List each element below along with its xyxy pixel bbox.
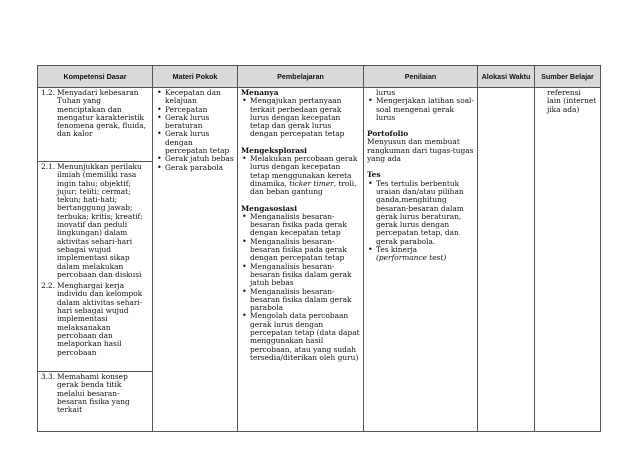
- penilaian-cell: [364, 88, 478, 432]
- section-heading: Menanya: [241, 88, 279, 97]
- list-item: • Mengerjakan latihan soal-soal mengenai gerak lurus: [367, 97, 474, 122]
- kompetensi-text: Menunjukkan perilaku ilmiah (memiliki rasa ingin tahu; objektif; jujur; teliti; cermat; tekun; hati-hati; bertanggung jawab; terbuka; kritis; kreatif; inovatif dan peduli lingkungan) dalam aktivitas sehari-hari sebagai wujud implementasi sikap dalam melakukan percobaan dan diskusi: [57, 162, 143, 279]
- materi-cell: [153, 88, 238, 432]
- list-item: • Percepatan: [156, 106, 234, 114]
- list-item: • Gerak lurus dengan percepatan tetap: [156, 130, 234, 155]
- kompetensi-block: 3.3. Memahami konsep gerak benda titik melalui besaran-besaran fisika yang terkait: [38, 371, 152, 416]
- header-row: [38, 66, 601, 88]
- kompetensi-block: 2.1. Menunjukkan perilaku ilmiah (memiliki rasa ingin tahu; objektif; jujur; teliti; cermat; tekun; hati-hati; bertanggung jawab; terbuka; kritis; kreatif; inovatif dan peduli lingkungan) dalam aktivitas sehari-hari sebagai wujud implementasi sikap dalam melakukan percobaan dan diskusi 2.2. Menghargai kerja individu dan kelompok dalam aktivitas sehari-hari sebagai wujud implementasi melaksanakan percobaan dan melaporkan hasil percobaan: [38, 161, 152, 371]
- kompetensi-text: Memahami konsep gerak benda titik melalui besaran-besaran fisika yang terkait: [57, 372, 130, 415]
- list-item: • Mengajukan pertanyaan terkait perbedaan gerak lurus dengan kecepatan tetap dan gerak lurus dengan percepatan tetap: [241, 97, 360, 138]
- list-item: • Menganalisis besaran-besaran fisika dalam gerak parabola: [241, 288, 360, 313]
- kompetensi-text: Menghargai kerja individu dan kelompok dalam aktivitas sehari-hari sebagai wujud implementasi melaksanakan percobaan dan melaporkan hasil percobaan: [57, 281, 143, 357]
- list-item: • Tes tertulis berbentuk uraian dan/atau pilihan ganda,menghitung besaran-besaran dalam gerak lurus beraturan, gerak lurus dengan percepatan tetap, dan gerak parabola.: [367, 180, 474, 246]
- kompetensi-text: Menyadari kebesaran Tuhan yang menciptakan dan mengatur karakteristik fenomena gerak, fluida, dan kalor: [57, 88, 146, 139]
- list-item: • Gerak lurus beraturan: [156, 114, 234, 131]
- list-item: • Menganalisis besaran-besaran fisika pada gerak dengan percepatan tetap: [241, 238, 360, 263]
- list-item: • Menganalisis besaran-besaran fisika dalam gerak jatuh bebas: [241, 263, 360, 288]
- table-row: [38, 88, 601, 432]
- sumber-cell: [535, 88, 601, 432]
- pembelajaran-cell: [238, 88, 364, 432]
- section-heading: Portofolio: [367, 129, 409, 139]
- list-item: • Menganalisis besaran-besaran fisika pada gerak dengan kecepatan tetap: [241, 213, 360, 238]
- header-alokasi: Alokasi Waktu: [478, 66, 535, 88]
- header-kompetensi: Kompetensi Dasar: [38, 66, 153, 88]
- list-item: • Gerak parabola: [156, 164, 234, 172]
- list-item: • Melakukan percobaan gerak lurus dengan kecepatan tetap menggunakan kereta dinamika, ticker timer, troli, dan beban gantung: [241, 155, 360, 196]
- header-sumber: Sumber Belajar: [535, 66, 601, 88]
- header-materi: Materi Pokok: [153, 66, 238, 88]
- list-item: • Gerak jatuh bebas: [156, 155, 234, 163]
- list-item: • Kecepatan dan kelajuan: [156, 89, 234, 106]
- section-heading: Mengeksplorasi: [241, 145, 307, 155]
- section-heading: Mengasosiasi: [241, 203, 298, 213]
- syllabus-table: [37, 65, 601, 432]
- header-penilaian: Penilaian: [364, 66, 478, 88]
- continued-text: lurus: [376, 88, 396, 97]
- materi-list: [156, 89, 234, 172]
- sumber-text: referensi lain (internet jika ada): [547, 88, 597, 114]
- portofolio-text: Menyusun dan membuat rangkuman dari tugas-tugas yang ada: [367, 137, 474, 164]
- list-item: • Tes kinerja (performance test): [367, 246, 474, 263]
- list-item: • Mengolah data percobaan gerak lurus dengan percepatan tetap (data dapat menggunakan hasil percobaan, atau yang sudah tersedia/diterikan oleh guru): [241, 312, 360, 362]
- alokasi-cell: [478, 88, 535, 432]
- section-heading: Tes: [367, 170, 381, 180]
- kompetensi-cell: [38, 88, 153, 432]
- header-pembelajaran: Pembelajaran: [238, 66, 364, 88]
- kompetensi-block: 1.2. Menyadari kebesaran Tuhan yang menciptakan dan mengatur karakteristik fenomena gerak, fluida, dan kalor: [38, 88, 152, 161]
